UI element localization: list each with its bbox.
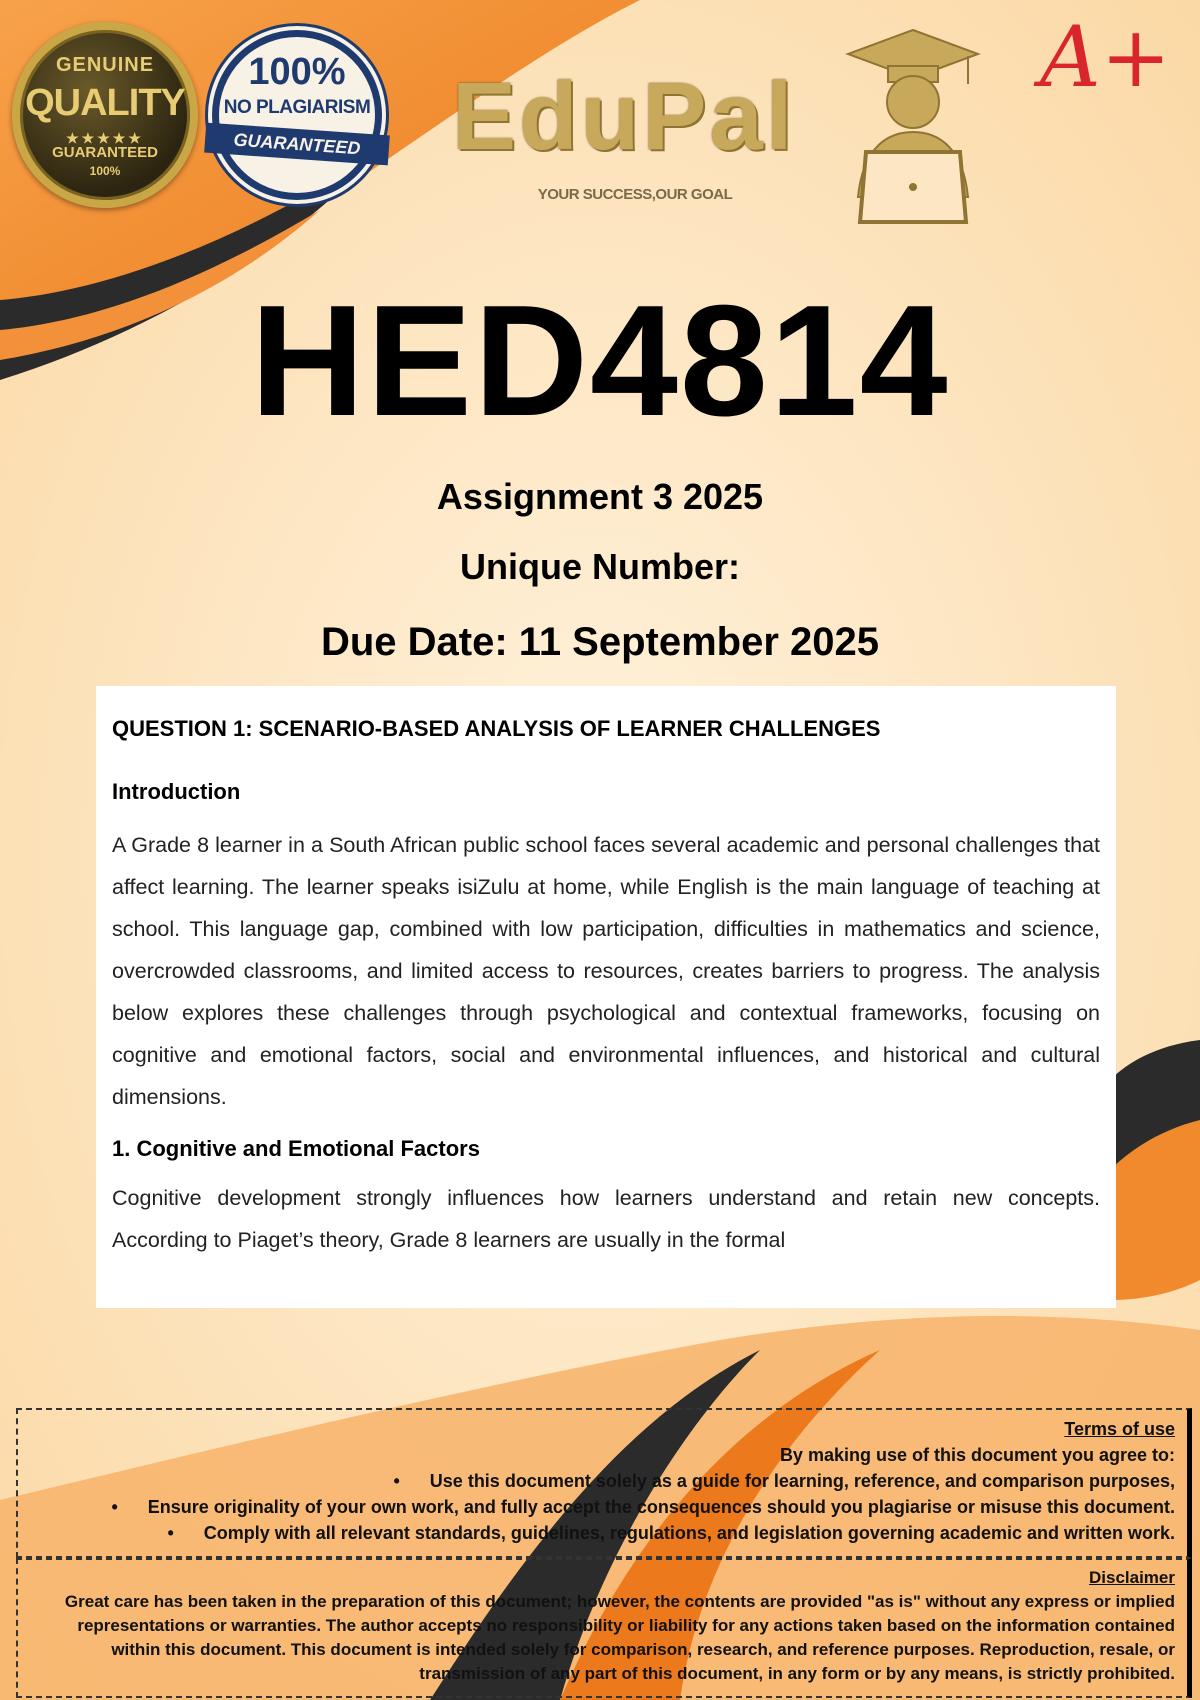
graduate-laptop-icon (838, 22, 988, 232)
terms-heading: Terms of use (1064, 1419, 1175, 1439)
plagiarism-text: NO PLAGIARISM (223, 97, 371, 118)
introduction-paragraph: A Grade 8 learner in a South African public school faces several academic and personal challenges that affect learning. The learner speaks isiZulu at home, while English is the main language of teaching at school. This language gap, combined with low participation, difficulties in mathematics and science, overcrowded classrooms, and limited access to resources, creates barriers to progress. The analysis below explores these challenges through psychological and contextual frameworks, focusing on cognitive and emotional factors, social and environmental influences, and historical and cultural dimensions. (112, 833, 1100, 1109)
section-1-paragraph: Cognitive development strongly influences how learners understand and retain new concepts. According to Piaget’s theory, Grade 8 learners are usually in the formal (112, 1186, 1100, 1252)
badge-guaranteed-text: GUARANTEED (52, 144, 158, 161)
course-code-title: HED4814 (250, 273, 950, 449)
terms-list (30, 1468, 1175, 1546)
badge-percent-text: 100% (89, 164, 121, 178)
a-plus-grade-mark: A+ (1040, 8, 1172, 106)
brand-tagline: YOUR SUCCESS,OUR GOAL (537, 186, 733, 203)
plagiarism-percent: 100% (248, 51, 346, 93)
terms-item: • Ensure originality of your own work, and fully accept the consequences should you plagiarise or misuse this document. (30, 1494, 1175, 1520)
question-heading: QUESTION 1: SCENARIO-BASED ANALYSIS OF LEARNER CHALLENGES (112, 716, 881, 741)
content-panel (96, 686, 1116, 1308)
section-1-heading: 1. Cognitive and Emotional Factors (112, 1136, 480, 1161)
terms-of-use-box (16, 1408, 1192, 1558)
edupal-logo: EduPal (452, 63, 796, 170)
due-date: Due Date: 11 September 2025 (320, 620, 880, 664)
disclaimer-box (16, 1558, 1192, 1698)
unique-number-label: Unique Number: (459, 546, 740, 587)
disclaimer-text: Great care has been taken in the preparation of this document; however, the contents are provided "as is" without any express or implied representations or warranties. The author accepts no responsibility or liability for any actions taken based on the information contained within this document. This document is intended solely for comparison, research, and reference purposes. Reproduction, resale, or transmission of any part of this document, in any form or by any means, is strictly prohibited. (64, 1592, 1175, 1683)
disclaimer-heading: Disclaimer (1089, 1568, 1175, 1587)
plagiarism-ribbon: GUARANTEED (204, 123, 390, 166)
badge-genuine-text: GENUINE (55, 54, 155, 76)
assignment-title: Assignment 3 2025 (436, 476, 764, 517)
introduction-heading: Introduction (112, 779, 241, 804)
terms-item: • Comply with all relevant standards, guidelines, regulations, and legislation governing academic and written work. (30, 1520, 1175, 1546)
badge-quality-text: QUALITY (25, 82, 185, 124)
no-plagiarism-badge (212, 30, 382, 200)
badge-stars: ★★★★★ (66, 130, 144, 146)
quality-guaranteed-badge (12, 22, 198, 208)
terms-intro: By making use of this document you agree to: (779, 1445, 1175, 1465)
terms-item: • Use this document solely as a guide for learning, reference, and comparison purposes, (30, 1468, 1175, 1494)
